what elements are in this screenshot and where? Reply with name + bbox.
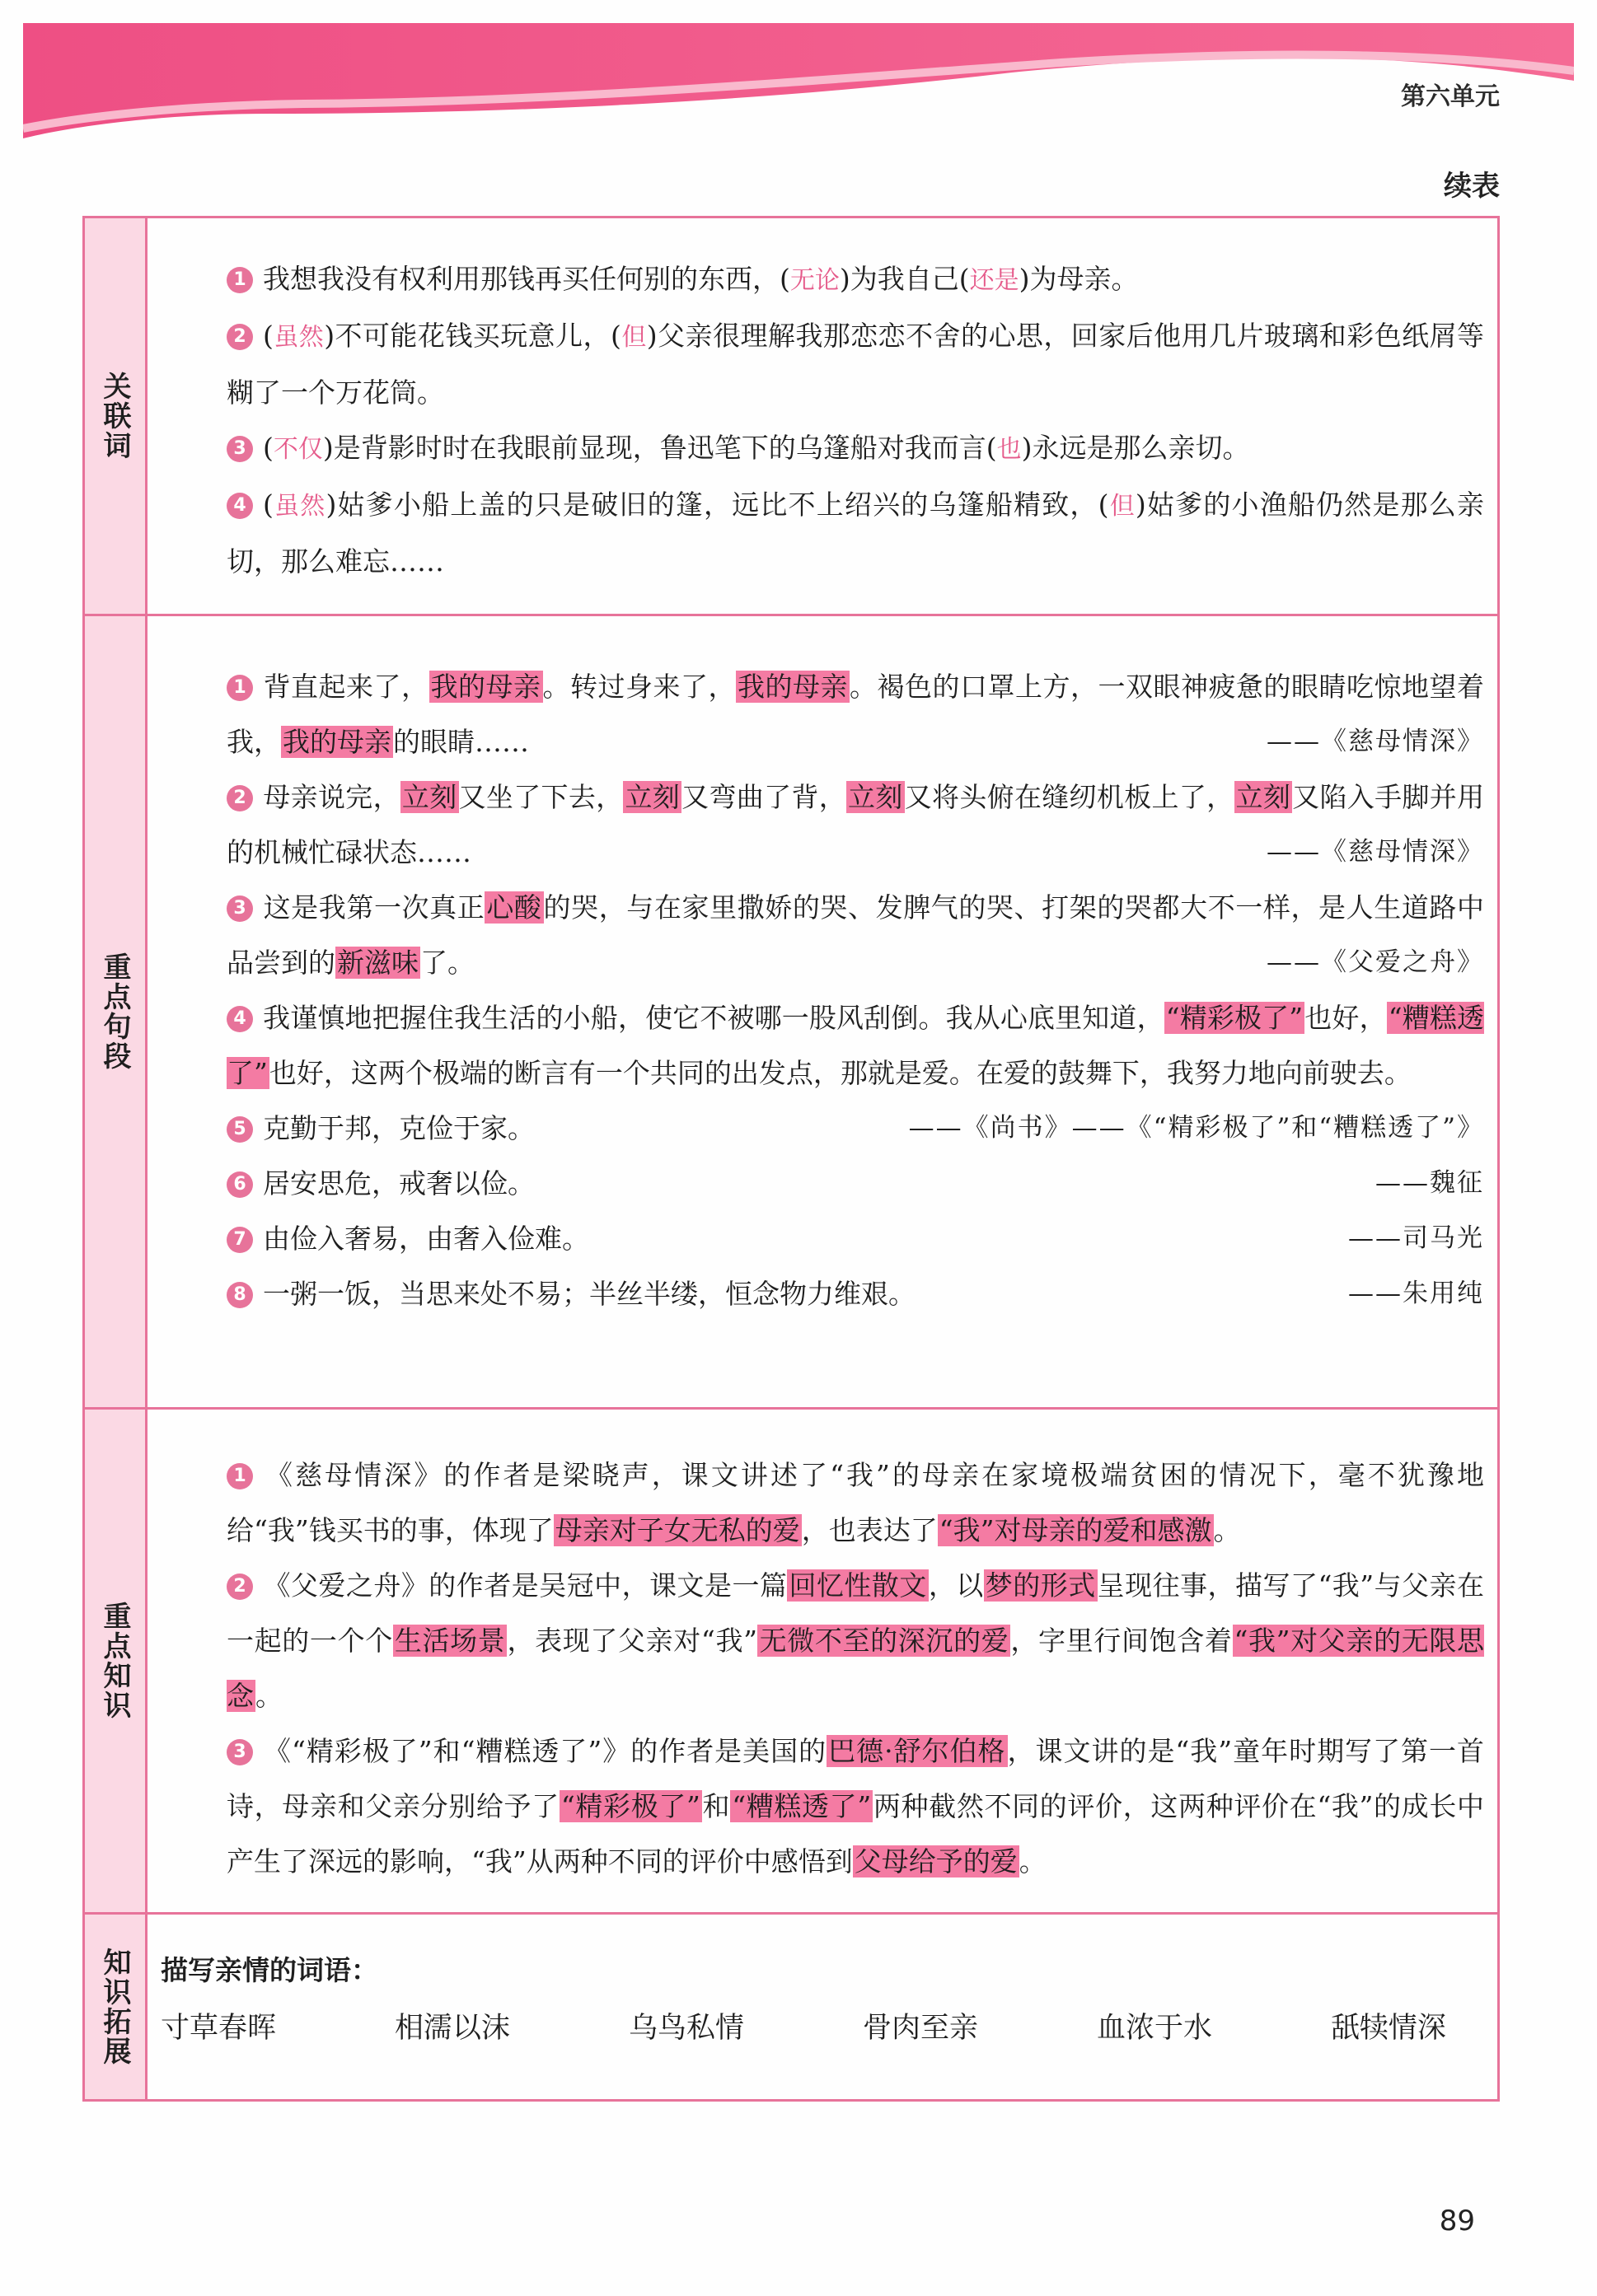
idiom-word: 血浓于水	[1096, 2012, 1212, 2045]
list-item: 6 居安思危，戒奢以俭。 ——魏征	[227, 1156, 1484, 1211]
section-label: 知识拓展	[98, 1948, 131, 2066]
idiom-word: 乌鸟私情	[628, 2012, 744, 2045]
word-list	[161, 1997, 1463, 2060]
list-item: 7 由俭入奢易，由奢入俭难。 ——司马光	[227, 1211, 1484, 1266]
list-item: 1 背直起来了，我的母亲。转过身来了，我的母亲。褐色的口罩上方，一双眼神疲惫的眼睛吃惊地望着我，我的母亲的眼睛…… ——《慈母情深》	[227, 671, 1484, 758]
list-item: 2 (虽然)不可能花钱买玩意儿，(但)父亲很理解我那恋恋不舍的心思，回家后他用几片玻璃和彩色纸屑等糊了一个万花筒。	[227, 320, 1485, 409]
section-label: 重点知识	[98, 1602, 131, 1720]
list-item: 3 这是我第一次真正心酸的哭，与在家里撒娇的哭、发脾气的哭、打架的哭都大不一样，是人生道路中品尝到的新滋味了。 ——《父爱之舟》	[227, 891, 1485, 979]
list-item: 1 《慈母情深》的作者是梁晓声，课文讲述了“我”的母亲在家境极端贫困的情况下，毫不犹豫地给“我”钱买书的事，体现了母亲对子女无私的爱，也表达了“我”对母亲的爱和感激。	[227, 1459, 1484, 1546]
knowledge-table	[82, 216, 1500, 2102]
section-label: 重点句段	[98, 952, 131, 1071]
idiom-word: 舐犊情深	[1330, 2012, 1446, 2045]
list-item: 1 我想我没有权利用那钱再买任何别的东西，(无论)为我自己(还是)为母亲。	[227, 251, 1484, 308]
list-item: 3 (不仅)是背影时时在我眼前显现，鲁迅笔下的乌篷船对我而言(也)永远是那么亲切。	[227, 420, 1484, 477]
section-label: 关联词	[98, 372, 131, 461]
idiom-word: 骨肉至亲	[862, 2012, 978, 2045]
extension-title: 描写亲情的词语：	[161, 1954, 378, 1986]
idiom-word: 相濡以沫	[394, 2012, 510, 2045]
idiom-word: 寸草春晖	[161, 2012, 277, 2045]
list-item: 2 母亲说完，立刻又坐了下去，立刻又弯曲了背，立刻又将头俯在缝纫机板上了，立刻又陷入手脚并用的机械忙碌状态…… ——《慈母情深》	[227, 781, 1485, 868]
list-item: 3 《“精彩极了”和“糟糕透了”》的作者是美国的巴德·舒尔伯格，课文讲的是“我”童年时期写了第一首诗，母亲和父亲分别给予了“精彩极了”和“糟糕透了”两种截然不同的评价，这两种评价在“我”的成长中产生了深远的影响，“我”从两种不同的评价中感悟到父母给予的爱。	[227, 1735, 1484, 1877]
section-key-knowledge	[85, 1410, 1497, 1915]
list-item: 8 一粥一饭，当思来处不易；半丝半缕，恒念物力维艰。 ——朱用纯	[227, 1266, 1484, 1321]
list-item: 4 我谨慎地把握住我生活的小船，使它不被哪一股风刮倒。我从心底里知道，“精彩极了”也好，“糟糕透了”也好，这两个极端的断言有一个共同的出发点，那就是爱。在爱的鼓舞下，我努力地向前驶去。 ——《“精彩极了”和“糟糕透了”》	[227, 1002, 1485, 1143]
page-number: 89	[1439, 2205, 1475, 2238]
section-conjunctions	[85, 218, 1497, 616]
continued-label: 续表	[1444, 170, 1500, 203]
unit-label: 第六单元	[1401, 82, 1500, 111]
section-key-passages	[85, 616, 1497, 1410]
section-extension	[85, 1915, 1497, 2099]
list-item: 4 (虽然)姑爹小船上盖的只是破旧的篷，远比不上绍兴的乌篷船精致，(但)姑爹的小渔船仍然是那么亲切，那么难忘……	[227, 489, 1485, 578]
list-item: 2 《父爱之舟》的作者是吴冠中，课文是一篇回忆性散文，以梦的形式呈现往事，描写了“我”与父亲在一起的一个个生活场景，表现了父亲对“我”无微不至的深沉的爱，字里行间饱含着“我”对父亲的无限思念。	[227, 1569, 1485, 1712]
header-banner	[23, 23, 1574, 147]
list-item: 5 克勤于邦，克俭于家。 ——《尚书》	[227, 1101, 1484, 1156]
